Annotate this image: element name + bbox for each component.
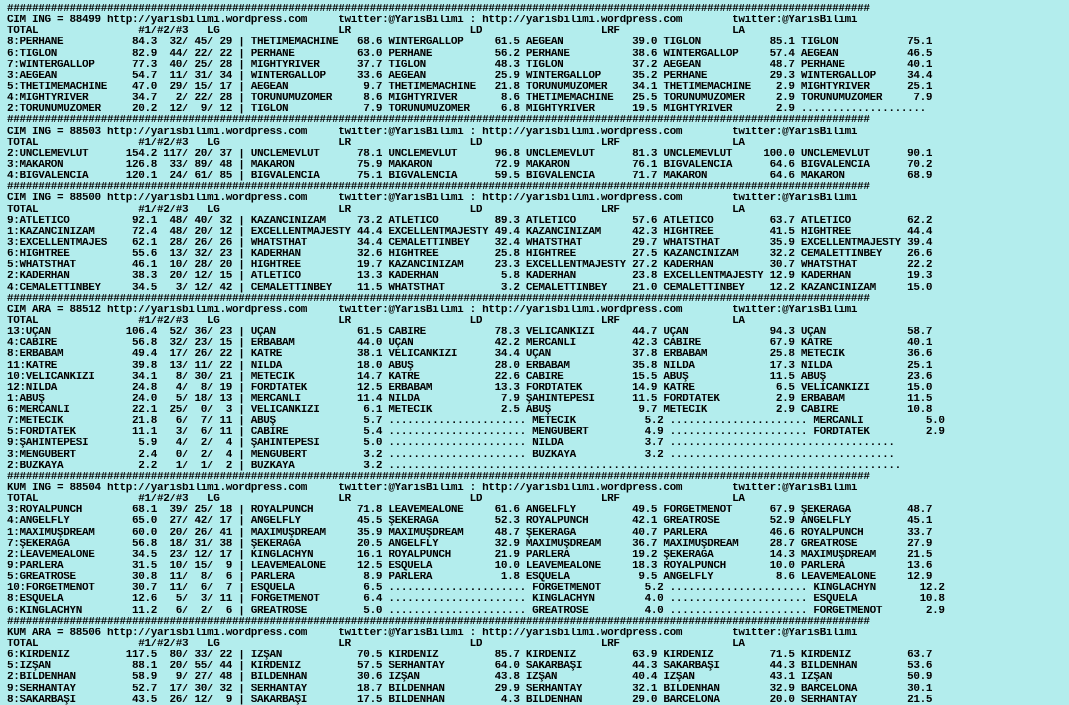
race-header-line: CIM ING = 88503 http://yarisbilimi.wordpress.com twitter:@YarisBilimi : http://yarisbilimi.wordpress.com twitter:@YarisBilimi bbox=[7, 126, 858, 138]
result-row: 6:HIGHTREE 55.6 13/ 32/ 23 | KADERHAN 32.6 HIGHTREE 25.8 HIGHTREE 27.5 KAZANCINİZAM 32.2 CEMALETTİNBEY 26.6 bbox=[7, 249, 933, 261]
separator-line: ########################################################################################################################################## bbox=[7, 4, 870, 15]
result-row: 3:EXCELLENTMAJES 62.1 28/ 26/ 26 | WHATSTHAT 34.4 CEMALETTİNBEY 32.4 WHATSTHAT 29.7 WHATSTHAT 35.9 EXCELLENTMAJESTY 39.4 bbox=[7, 237, 933, 249]
column-header-row: TOTAL #1/#2/#3 LG LR LD LRF LA bbox=[7, 26, 745, 38]
result-row: 2:UNCLEMEVLÜT 154.2 117/ 20/ 37 | UNCLEMEVLÜT 78.1 UNCLEMEVLÜT 96.8 UNCLEMEVLÜT 81.3 UNCLEMEVLÜT 100.0 UNCLEMEVLÜT 90.1 bbox=[7, 148, 933, 160]
separator-line: ########################################################################################################################################## bbox=[7, 182, 870, 194]
result-row: 1:ABUŞ 24.0 5/ 18/ 13 | MERCANLI 11.4 NİLDA 7.9 ŞAHİNTEPESİ 11.5 FORDTATEK 2.9 ERBABAM 11.5 bbox=[7, 393, 933, 405]
race-header-line: CIM ING = 88500 http://yarisbilimi.wordpress.com twitter:@YarisBilimi : http://yarisbilimi.wordpress.com twitter:@YarisBilimi bbox=[7, 193, 858, 205]
result-row: 2:KADERHAN 38.3 20/ 12/ 15 | ATLETICO 13.3 KADERHAN 5.8 KADERHAN 23.8 EXCELLENTMAJESTY 12.9 KADERHAN 19.3 bbox=[7, 271, 933, 283]
result-row: 9:PARLERA 31.5 10/ 15/ 9 | LEAVEMEALONE 12.5 ESQUELA 10.0 LEAVEMEALONE 18.3 ROYALPUNCH 10.0 PARLERA 13.6 bbox=[7, 561, 933, 573]
separator-line: ########################################################################################################################################## bbox=[7, 616, 870, 628]
result-row: 4:BIGVALENCIA 120.1 24/ 61/ 85 | BIGVALENCIA 75.1 BIGVALENCIA 59.5 BIGVALENCIA 71.7 MAKARON 64.6 MAKARON 68.9 bbox=[7, 171, 933, 183]
result-row: 6:KINGLACHYN 11.2 6/ 2/ 6 | GREATROSE 5.0 ...................... GREATROSE 4.0 ...................... FORGETMENOT 2.9 bbox=[7, 605, 945, 617]
result-row: 9:ŞAHİNTEPESİ 5.9 4/ 2/ 4 | ŞAHİNTEPESİ 5.0 ...................... NİLDA 3.7 .................................... bbox=[7, 438, 895, 450]
separator-line: ########################################################################################################################################## bbox=[7, 115, 870, 127]
result-row: 4:MIGHTYRIVER 34.7 2/ 22/ 28 | TORUNUMUZÖMER 8.6 MIGHTYRIVER 8.6 THETIMEMACHINE 25.5 TORUNUMUZÖMER 2.9 TORUNUMUZÖMER 7.9 bbox=[7, 93, 933, 105]
result-row: 5:GREATROSE 30.8 11/ 8/ 6 | PARLERA 8.9 PARLERA 1.8 ESQUELA 9.5 ANGELFLY 8.6 LEAVEMEALONE 12.9 bbox=[7, 572, 933, 584]
result-row: 1:MAXIMUŞDREAM 60.0 20/ 26/ 41 | MAXIMUŞDREAM 35.9 MAXIMUŞDREAM 48.7 ŞEKERAĞA 40.7 PARLERA 46.6 ROYALPUNCH 33.7 bbox=[7, 527, 933, 539]
result-row: 3:AEGEAN 54.7 11/ 31/ 34 | WINTERGALLOP 33.6 AEGEAN 25.9 WINTERGALLOP 35.2 PERHANE 29.3 WINTERGALLOP 34.4 bbox=[7, 70, 933, 82]
race-header-line: CIM ING = 88499 http://yarisbilimi.wordpress.com twitter:@YarisBilimi : http://yarisbilimi.wordpress.com twitter:@YarisBilimi bbox=[7, 15, 858, 27]
result-row: 2:TORUNUMUZÖMER 20.2 12/ 9/ 12 | TIGLON 7.9 TORUNUMUZÖMER 6.8 MIGHTYRIVER 19.5 MIGHTYRIVER 2.9 .................... bbox=[7, 104, 926, 116]
result-row: 8:ESQUELA 12.6 5/ 3/ 11 | FORGETMENOT 6.4 ...................... KINGLACHYN 4.0 ...................... ESQUELA 10.8 bbox=[7, 594, 945, 606]
column-header-row: TOTAL #1/#2/#3 LG LR LD LRF LA bbox=[7, 204, 745, 216]
result-row: 2:LEAVEMEALONE 34.5 23/ 12/ 17 | KINGLACHYN 16.1 ROYALPUNCH 21.9 PARLERA 19.2 ŞEKERAĞA 14.3 MAXIMUŞDREAM 21.5 bbox=[7, 549, 933, 561]
result-row: 3:ROYALPUNCH 68.1 39/ 25/ 18 | ROYALPUNCH 71.8 LEAVEMEALONE 61.6 ANGELFLY 49.5 FORGETMENOT 67.9 ŞEKERAĞA 48.7 bbox=[7, 505, 933, 517]
result-row: 9:ATLETICO 92.1 48/ 40/ 32 | KAZANCINİZAM 73.2 ATLETICO 89.3 ATLETICO 57.6 ATLETICO 63.7 ATLETICO 62.2 bbox=[7, 215, 933, 227]
result-row: 5:THETIMEMACHINE 47.0 29/ 15/ 17 | AEGEAN 9.7 THETIMEMACHINE 21.8 TORUNUMUZÖMER 34.1 THETIMEMACHINE 2.9 MIGHTYRIVER 25.1 bbox=[7, 81, 933, 93]
result-row: 7:METECİK 21.8 6/ 7/ 11 | ABUŞ 5.7 ...................... METECİK 5.2 ...................... MERCANLI 5.0 bbox=[7, 416, 945, 428]
result-row: 10:FORGETMENOT 30.7 11/ 6/ 7 | ESQUELA 6.5 ...................... FORGETMENOT 5.2 ...................... KINGLACHYN 12.2 bbox=[7, 583, 945, 595]
result-row: 9:SERHANTAY 52.7 17/ 30/ 32 | SERHANTAY 18.7 BİLDENHAN 29.9 SERHANTAY 32.1 BİLDENHAN 32.9 BARCELONA 30.1 bbox=[7, 683, 933, 695]
separator-line: ########################################################################################################################################## bbox=[7, 293, 870, 305]
result-row: 11:KATRE 39.8 13/ 11/ 22 | NİLDA 18.0 ABUŞ 28.0 ERBABAM 35.8 NİLDA 17.3 NİLDA 25.1 bbox=[7, 360, 933, 372]
result-row: 7:ŞEKERAĞA 56.8 18/ 31/ 38 | ŞEKERAĞA 20.5 ANGELFLY 32.9 MAXIMUŞDREAM 36.7 MAXIMUŞDREAM 28.7 GREATROSE 27.9 bbox=[7, 538, 933, 550]
result-row: 2:BİLDENHAN 58.9 9/ 27/ 48 | BİLDENHAN 30.6 İZŞAN 43.8 İZŞAN 40.4 İZŞAN 43.1 İZŞAN 50.9 bbox=[7, 672, 933, 684]
result-row: 5:WHATSTHAT 46.1 10/ 28/ 20 | HIGHTREE 19.7 KAZANCINİZAM 23.3 EXCELLENTMAJESTY 27.2 KADERHAN 30.7 WHATSTHAT 22.2 bbox=[7, 260, 933, 272]
result-row: 1:KAZANCINİZAM 72.4 48/ 20/ 12 | EXCELLENTMAJESTY 44.4 EXCELLENTMAJESTY 49.4 KAZANCINİZAM 42.3 HIGHTREE 41.5 HIGHTREE 44.4 bbox=[7, 226, 933, 238]
column-header-row: TOTAL #1/#2/#3 LG LR LD LRF LA bbox=[7, 137, 745, 149]
separator-line: ########################################################################################################################################## bbox=[7, 471, 870, 483]
result-row: 12:NİLDA 24.8 4/ 8/ 19 | FORDTATEK 12.5 ERBABAM 13.3 FORDTATEK 14.9 KATRE 6.5 VELİCANKIZI 15.0 bbox=[7, 382, 933, 394]
result-row: 3:MAKARON 126.8 33/ 89/ 48 | MAKARON 75.9 MAKARON 72.9 MAKARON 76.1 BIGVALENCIA 64.6 BIGVALENCIA 70.2 bbox=[7, 159, 933, 171]
result-row: 4:CABİRE 56.8 32/ 23/ 15 | ERBABAM 44.0 UÇAN 42.2 MERCANLI 42.3 CABİRE 67.9 KATRE 40.1 bbox=[7, 338, 933, 350]
result-row: 8:ERBABAM 49.4 17/ 26/ 22 | KATRE 38.1 VELİCANKIZI 34.4 UÇAN 37.8 ERBABAM 25.8 METECİK 36.6 bbox=[7, 349, 933, 361]
result-row: 5:FORDTATEK 11.1 3/ 6/ 11 | CABİRE 5.4 ...................... MENGÜBERT 4.9 ...................... FORDTATEK 2.9 bbox=[7, 427, 945, 439]
result-row: 3:MENGÜBERT 2.4 0/ 2/ 4 | MENGÜBERT 3.2 ...................... BUZKAYA 3.2 .................................... bbox=[7, 449, 895, 461]
race-header-line: KUM ING = 88504 http://yarisbilimi.wordpress.com twitter:@YarisBilimi : http://yarisbilimi.wordpress.com twitter:@YarisBilimi bbox=[7, 483, 858, 495]
result-row: 4:CEMALETTİNBEY 34.5 3/ 12/ 42 | CEMALETTİNBEY 11.5 WHATSTHAT 3.2 CEMALETTİNBEY 21.0 CEMALETTİNBEY 12.2 KAZANCINİZAM 15.0 bbox=[7, 282, 933, 294]
result-row: 6:TIGLON 82.9 44/ 22/ 22 | PERHANE 63.0 PERHANE 56.2 PERHANE 38.6 WINTERGALLOP 57.4 AEGEAN 46.5 bbox=[7, 48, 933, 60]
result-row: 2:BUZKAYA 2.2 1/ 1/ 2 | BUZKAYA 3.2 .................................................................................. bbox=[7, 460, 901, 472]
result-row: 10:VELİCANKIZI 34.1 8/ 30/ 21 | METECİK 14.7 KATRE 22.6 CABİRE 15.5 ABUŞ 11.5 ABUŞ 23.6 bbox=[7, 371, 933, 383]
column-header-row: TOTAL #1/#2/#3 LG LR LD LRF LA bbox=[7, 639, 745, 651]
column-header-row: TOTAL #1/#2/#3 LG LR LD LRF LA bbox=[7, 494, 745, 506]
result-row: 8:PERHANE 84.3 32/ 45/ 29 | THETIMEMACHINE 68.6 WINTERGALLOP 61.5 AEGEAN 39.0 TIGLON 85.1 TIGLON 75.1 bbox=[7, 37, 933, 49]
race-header-line: CIM ARA = 88512 http://yarisbilimi.wordpress.com twitter:@YarisBilimi : http://yarisbilimi.wordpress.com twitter:@YarisBilimi bbox=[7, 304, 858, 316]
result-row: 6:KIRDENİZ 117.5 80/ 33/ 22 | İZŞAN 70.5 KIRDENİZ 85.7 KIRDENİZ 63.9 KIRDENİZ 71.5 KIRDENİZ 63.7 bbox=[7, 650, 933, 662]
result-row: 13:UÇAN 106.4 52/ 36/ 23 | UÇAN 61.5 CABİRE 78.3 VELİCANKIZI 44.7 UÇAN 94.3 UÇAN 58.7 bbox=[7, 327, 933, 339]
result-row: 6:MERCANLI 22.1 25/ 0/ 3 | VELİCANKIZI 6.1 METECİK 2.5 ABUŞ 9.7 METECİK 2.9 CABİRE 10.8 bbox=[7, 405, 933, 417]
result-row: 4:ANGELFLY 65.0 27/ 42/ 17 | ANGELFLY 45.5 ŞEKERAĞA 52.3 ROYALPUNCH 42.1 GREATROSE 52.9 ANGELFLY 45.1 bbox=[7, 516, 933, 528]
result-row: 8:SAKARBAŞI 43.5 26/ 12/ 9 | SAKARBAŞI 17.5 BİLDENHAN 4.3 BİLDENHAN 29.0 BARCELONA 20.0 SERHANTAY 21.5 bbox=[7, 694, 933, 705]
result-row: 5:İZŞAN 88.1 20/ 55/ 44 | KIRDENİZ 57.5 SERHANTAY 64.0 SAKARBAŞI 44.3 SAKARBAŞI 44.3 BİLDENHAN 53.6 bbox=[7, 661, 933, 673]
column-header-row: TOTAL #1/#2/#3 LG LR LD LRF LA bbox=[7, 315, 745, 327]
result-row: 7:WINTERGALLOP 77.3 40/ 25/ 28 | MIGHTYRIVER 37.7 TIGLON 48.3 TIGLON 37.2 AEGEAN 48.7 PERHANE 40.1 bbox=[7, 59, 933, 71]
race-header-line: KUM ARA = 88506 http://yarisbilimi.wordpress.com twitter:@YarisBilimi : http://yarisbilimi.wordpress.com twitter:@YarisBilimi bbox=[7, 627, 858, 639]
